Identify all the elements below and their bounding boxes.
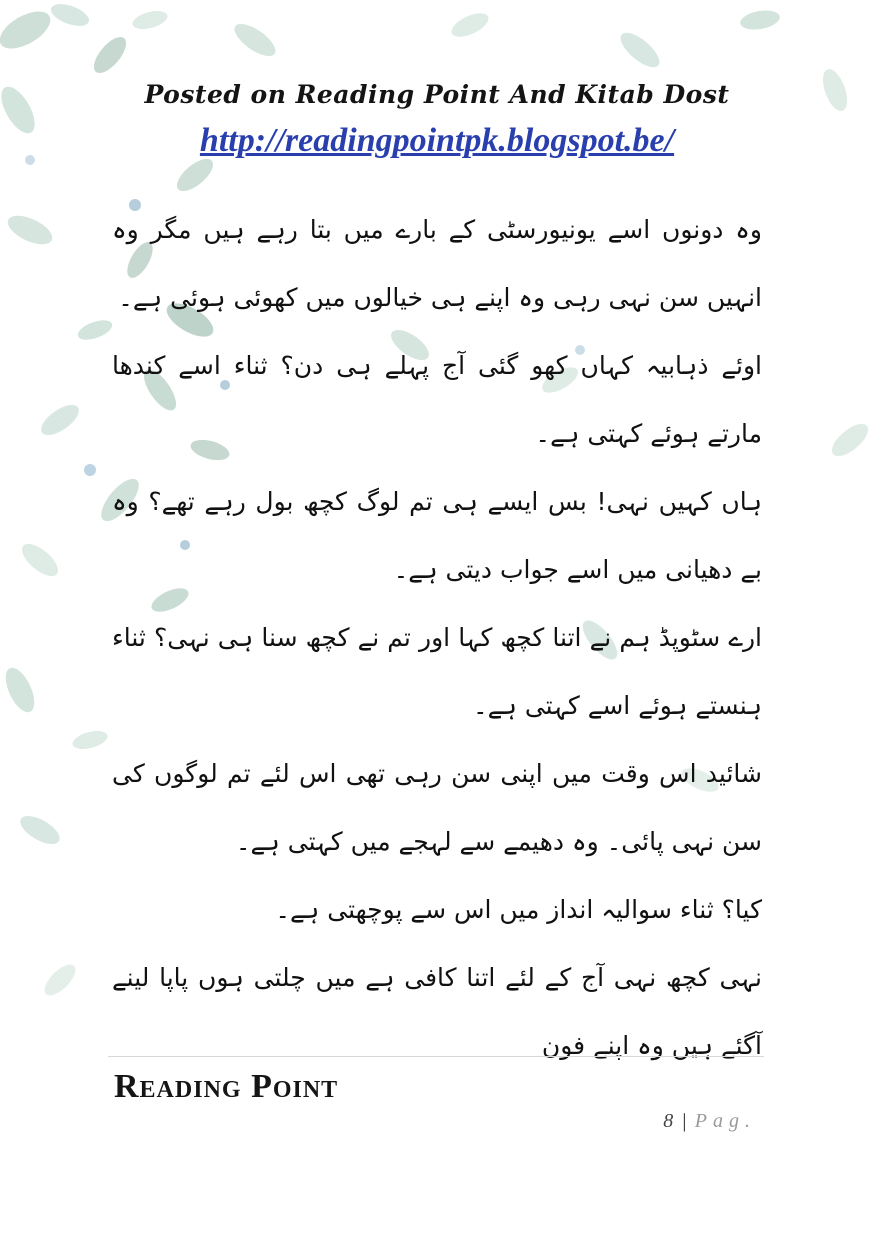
page-number: [663, 1110, 756, 1133]
paragraph-2: اوئے ذہابیہ کہاں کھو گئی آج پہلے ہی دن؟ ثناء اسے کندھا مارتے ہوئے کہتی ہے۔: [112, 351, 762, 448]
paragraph-7: نہی کچھ نہی آج کے لئے اتنا کافی ہے میں چلتی ہوں پاپا لینے آگئے ہیں وہ اپنے فون: [112, 963, 762, 1060]
page-label: Pag.: [694, 1110, 756, 1132]
paragraph-3: ہاں کہیں نہی! بس ایسے ہی تم لوگ کچھ بول رہے تھے؟ وہ بے دھیانی میں اسے جواب دیتی ہے۔: [112, 487, 762, 584]
page-number-separator: |: [681, 1110, 687, 1132]
footer-divider: [108, 1056, 764, 1057]
paragraph-5: شائید اس وقت میں اپنی سن رہی تھی اس لئے تم لوگوں کی سن نہی پائی۔ وہ دھیمے سے لہجے میں کہتی ہے۔: [112, 759, 762, 856]
paragraph-4: ارے سٹوپڈ ہم نے اتنا کچھ کہا اور تم نے کچھ سنا ہی نہی؟ ثناء ہنستے ہوئے اسے کہتی ہے۔: [112, 623, 762, 720]
story-body: [112, 196, 762, 1080]
posted-on-header: Posted on Reading Point And Kitab Dost: [144, 80, 730, 109]
page-number-value: 8: [663, 1110, 674, 1132]
paragraph-1: وہ دونوں اسے یونیورسٹی کے بارے میں بتا رہے ہیں مگر وہ انہیں سن نہی رہی وہ اپنے ہی خیالوں میں کھوئی ہوئی ہے۔: [112, 215, 762, 312]
blog-url-link[interactable]: http://readingpointpk.blogspot.be/: [199, 122, 675, 159]
footer-brand: Reading Point: [114, 1068, 339, 1105]
paragraph-6: کیا؟ ثناء سوالیہ انداز میں اس سے پوچھتی ہے۔: [275, 895, 762, 924]
